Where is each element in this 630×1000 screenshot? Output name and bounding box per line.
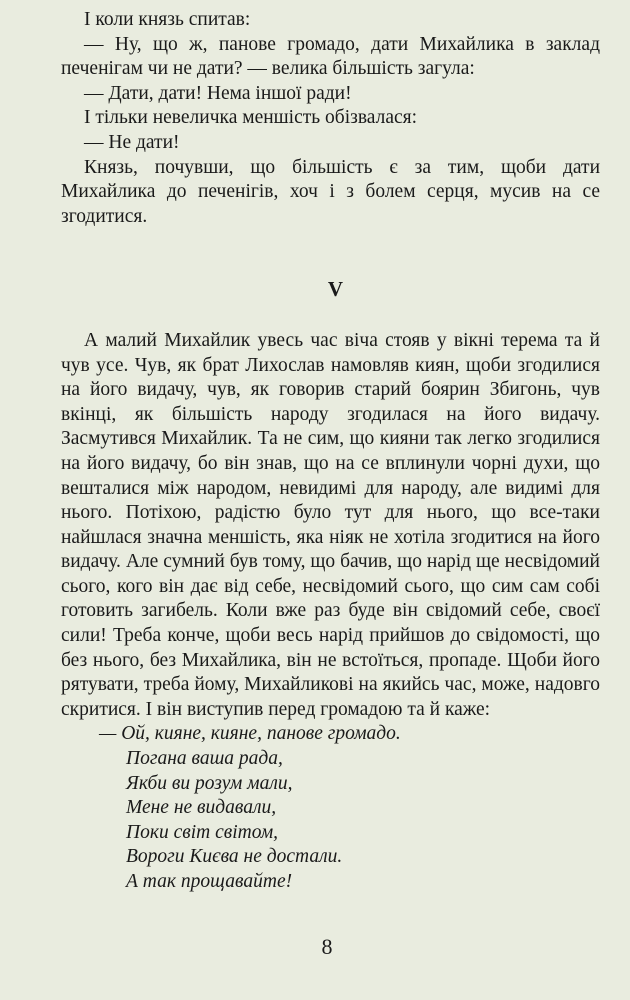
paragraph: Князь, почувши, що більшість є за тим, щоби дати Михайлика до печенігів, хоч і з болем серця, мусив на се згодитися. <box>61 156 600 227</box>
paragraph: — Дати, дати! Нема іншої ради! <box>84 82 352 104</box>
poem-line: Якби ви розум мали, <box>126 772 293 794</box>
paragraph: — Не дати! <box>84 131 180 153</box>
page-number: 8 <box>321 934 333 959</box>
paragraph: — Ну, що ж, панове громадо, дати Михайлика в заклад печенігам чи не дати? — велика більшість загула: <box>61 33 600 80</box>
poem-line: А так прощавайте! <box>126 871 293 892</box>
chapter-heading: V <box>327 277 344 302</box>
poem-line: — Ой, кияне, кияне, панове громадо. <box>99 723 401 745</box>
poem-line: Вороги Києва не достали. <box>126 846 343 868</box>
poem-block <box>99 722 600 894</box>
poem-line: Поки світ світом, <box>126 821 279 843</box>
paragraph: А малий Михайлик увесь час віча стояв у вікні терема та й чув усе. Чув, як брат Лихослав намовляв киян, щоби згодилися на його видачу, чув, як говорив старий боярин Збигонь, чув вкінці, як більшість народу згодилася на його видачу. Засмутився Михайлик. Та не сим, що кияни так легко згодилися на його видачу, бо він знав, що на се вплинули чорні духи, що вешталися між народом, невидимі для народу, але видимі для нього. Потіхою, радістю було тут для нього, що все-таки найшлася значна меншість, яка ніяк не хотіла згодитися на його видачу. Але сумний був тому, що бачив, що нарід ще несвідомий сього, кого він дає від себе, несвідомий сього, що сим сам собі готовить загибель. Коли вже раз буде він свідомий себе, своєї сили! Треба конче, щоби весь нарід прийшов до свідомості, що без нього, без Михайлика, він не встоїться, пропаде. Щоби його рятувати, треба йому, Михайликові на якийсь час, може, надовго скритися. І він виступив перед громадою та й каже: <box>61 329 600 720</box>
paragraph: І коли князь спитав: <box>84 9 251 30</box>
poem-line: Мене не видавали, <box>126 797 277 819</box>
poem-line: Погана ваша рада, <box>126 748 283 770</box>
paragraph: І тільки невеличка меншість обізвалася: <box>84 107 418 129</box>
